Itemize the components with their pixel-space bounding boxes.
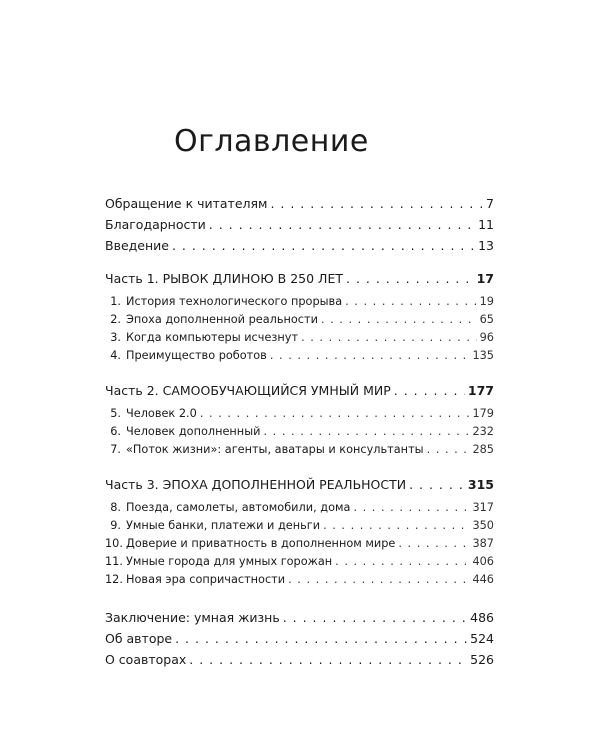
chapter-page: 285 [472,443,494,456]
chapter-page: 446 [472,573,494,586]
dot-leader [288,571,469,589]
dot-leader [189,649,467,670]
dot-leader [353,499,469,517]
toc-chapter[interactable] [105,405,494,423]
dot-leader [409,474,465,495]
chapter-number: 12. [105,573,123,586]
entry-label: О соавторах [105,652,187,667]
chapter-page: 96 [479,331,494,344]
toc-chapter[interactable] [105,293,494,311]
entry-page: 486 [470,610,494,625]
chapter-label: История технологического прорыва [126,295,343,308]
chapter-number: 5. [110,407,121,420]
toc-chapter[interactable] [105,423,494,441]
part-page: 177 [467,383,494,398]
entry-page: 7 [486,196,494,211]
chapter-number: 1. [110,295,121,308]
chapter-page: 65 [479,313,494,326]
entry-page: 13 [478,238,494,253]
toc-chapter[interactable] [105,311,494,329]
chapter-number: 10. [105,537,123,550]
chapter-page: 317 [472,501,494,514]
chapter-label: Умные банки, платежи и деньги [126,519,321,532]
entry-page: 526 [470,652,494,667]
table-of-contents [105,193,494,670]
chapter-page: 135 [472,349,494,362]
toc-entry-address[interactable] [105,193,494,214]
dot-leader [321,311,477,329]
page-title: Оглавление [174,124,369,159]
dot-leader [301,329,477,347]
toc-part-3[interactable] [105,474,494,495]
dot-leader [345,293,477,311]
chapter-number: 9. [110,519,121,532]
chapter-number: 4. [110,349,121,362]
chapter-number: 8. [110,501,121,514]
dot-leader [335,553,469,571]
toc-entry-acknowledgements[interactable] [105,214,494,235]
dot-leader [427,441,470,459]
dot-leader [398,535,469,553]
entry-label: Введение [105,238,169,253]
chapter-page: 179 [472,407,494,420]
chapter-label: «Поток жизни»: агенты, аватары и консультанты [126,443,424,456]
toc-chapter[interactable] [105,499,494,517]
chapter-label: Умные города для умных горожан [126,555,333,568]
dot-leader [323,517,469,535]
toc-part-2[interactable] [105,380,494,401]
entry-label: Заключение: умная жизнь [105,610,280,625]
toc-chapter[interactable] [105,535,494,553]
entry-label: Об авторе [105,631,173,646]
dot-leader [346,268,474,289]
dot-leader [270,193,483,214]
chapter-label: Эпоха дополненной реальности [126,313,318,326]
chapter-number: 11. [105,555,123,568]
entry-label: Обращение к читателям [105,196,268,211]
toc-chapter[interactable] [105,553,494,571]
dot-leader [283,607,467,628]
part-label: Часть 1. РЫВОК ДЛИНОЮ В 250 ЛЕТ [105,271,343,286]
toc-part-1[interactable] [105,268,494,289]
dot-leader [172,235,475,256]
chapter-label: Когда компьютеры исчезнут [126,331,299,344]
entry-label: Благодарности [105,217,206,232]
dot-leader [209,214,475,235]
part-page: 17 [476,271,494,286]
chapter-number: 3. [110,331,121,344]
chapter-label: Новая эра сопричастности [126,573,286,586]
chapter-page: 406 [472,555,494,568]
chapter-number: 2. [110,313,121,326]
entry-page: 524 [470,631,494,646]
toc-chapter[interactable] [105,571,494,589]
dot-leader [394,380,465,401]
toc-entry-about-coauthors[interactable] [105,649,494,670]
chapter-label: Человек дополненный [126,425,261,438]
toc-entry-introduction[interactable] [105,235,494,256]
part-label: Часть 3. ЭПОХА ДОПОЛНЕННОЙ РЕАЛЬНОСТИ [105,477,407,492]
toc-chapter[interactable] [105,441,494,459]
toc-entry-conclusion[interactable] [105,607,494,628]
toc-chapter[interactable] [105,329,494,347]
toc-chapter[interactable] [105,347,494,365]
chapter-page: 387 [472,537,494,550]
dot-leader [270,347,470,365]
toc-entry-about-author[interactable] [105,628,494,649]
chapter-label: Человек 2.0 [126,407,197,420]
chapter-label: Поезда, самолеты, автомобили, дома [126,501,351,514]
part-page: 315 [467,477,494,492]
chapter-page: 232 [472,425,494,438]
chapter-page: 350 [472,519,494,532]
part-label: Часть 2. САМООБУЧАЮЩИЙСЯ УМНЫЙ МИР [105,383,391,398]
chapter-label: Преимущество роботов [126,349,267,362]
dot-leader [263,423,469,441]
dot-leader [200,405,470,423]
dot-leader [175,628,467,649]
chapter-number: 6. [110,425,121,438]
chapter-number: 7. [110,443,121,456]
toc-chapter[interactable] [105,517,494,535]
entry-page: 11 [478,217,494,232]
chapter-page: 19 [479,295,494,308]
chapter-label: Доверие и приватность в дополненном мире [126,537,396,550]
